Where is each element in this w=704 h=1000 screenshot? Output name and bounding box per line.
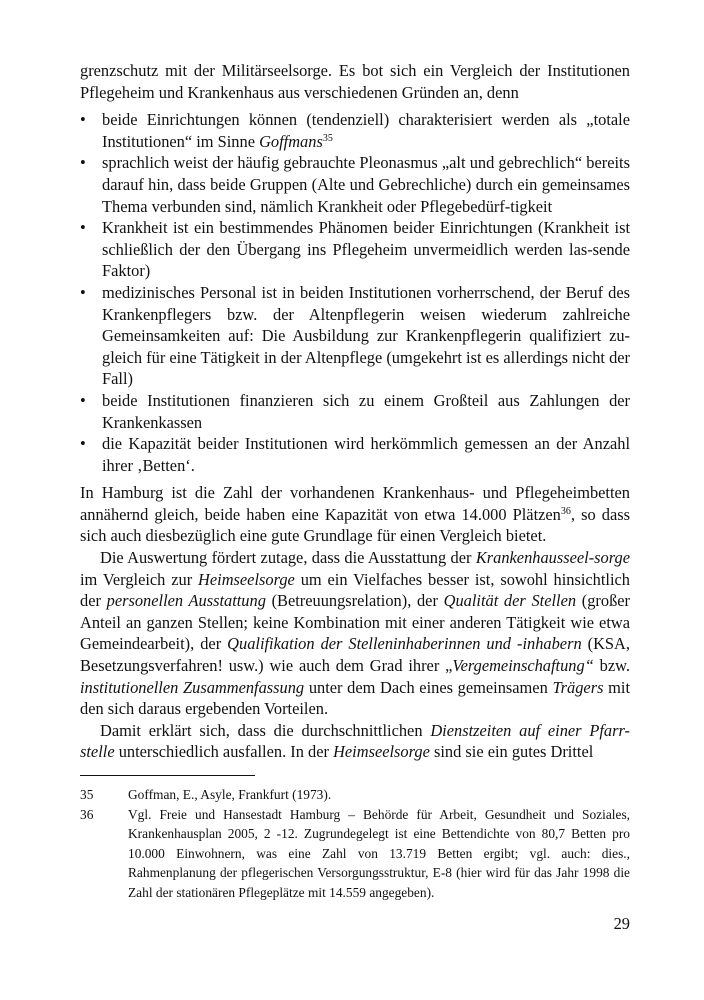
bullet-icon: •: [80, 282, 86, 302]
bullet-icon: •: [80, 390, 86, 410]
bullet-icon: •: [80, 110, 86, 130]
footnote-number: 36: [80, 806, 94, 822]
bullet-icon: •: [80, 218, 86, 238]
list-item: [80, 390, 630, 433]
list-item: [80, 282, 630, 390]
list-item-text: beide Institutionen finanzieren sich zu einem Großteil aus Zahlungen der Krankenkassen: [102, 390, 630, 432]
emphasis-goffmans: Goffmans: [259, 131, 323, 151]
evaluation-paragraph: Die Auswertung fördert zutage, dass die Ausstattung der Krankenhausseel-sorge im Vergleich zur Heimseelsorge um ein Vielfaches besser ist, sowohl hinsichtlich der personellen Ausstattung (Betreuungsrelation), der Qualität der Stellen (großer Anteil an ganzen Stellen; keine Kombination mit einer anderen Tätigkeit wie etwa Gemeindearbeit), der Qualifikation der Stelleninhaberinnen und -inhabern (KSA, Besetzungsverfahren! usw.) wie auch dem Grad ihrer „Vergemeinschaftung“ bzw. institutionellen Zusammenfassung unter dem Dach eines gemeinsamen Trägers mit den sich daraus ergebenden Vorteilen.: [80, 548, 631, 719]
intro-paragraph: grenzschutz mit der Militärseelsorge. Es bot sich ein Vergleich der Institutionen Pflegeheim und Krankenhaus aus verschiedenen Gründen an, denn: [80, 61, 630, 102]
footnote-ref-36: 36: [560, 505, 571, 517]
page-number: 29: [613, 914, 630, 933]
footnote-36: [80, 805, 630, 903]
service-times-paragraph: Damit erklärt sich, dass die durchschnittlichen Dienstzeiten auf einer Pfarr-stelle unterschiedlich ausfallen. In der Heimseelsorge sind sie ein gutes Drittel: [80, 720, 630, 762]
footnote-ref-35: 35: [322, 132, 333, 144]
footnotes: [80, 785, 630, 903]
footnote-text: Goffman, E., Asyle, Frankfurt (1973).: [128, 787, 332, 802]
list-item-text: medizinisches Personal ist in beiden Institutionen vorherrschend, der Beruf des Krankenpflegers bzw. der Altenpflegerin weisen wiederum zahlreiche Gemeinsamkeiten auf: Die Ausbildung zur Krankenpflegerin qualifiziert zu-gleich für eine Tätigkeit in der Altenpflege (umgekehrt ist es allerdings nicht der Fall): [102, 282, 630, 389]
list-item: [80, 433, 630, 476]
list-item: [80, 152, 630, 217]
hamburg-paragraph: In Hamburg ist die Zahl der vorhandenen Krankenhaus- und Pflegeheimbetten annähernd gleich, beide haben eine Kapazität von etwa 14.000 Plätzen$^{36}$, so dass sich auch diesbezüglich eine gute Grundlage für einen Vergleich bietet.: [80, 483, 630, 546]
footnote-number: 35: [80, 787, 94, 802]
bullet-icon: •: [80, 434, 86, 454]
list-item: [80, 217, 630, 282]
list-item: [80, 109, 630, 152]
list-item-text: beide Einrichtungen können (tendenziell) charakterisiert werden als „totale Institutionen“ im Sinne: [102, 110, 630, 151]
list-item-text: die Kapazität beider Institutionen wird herkömmlich gemessen an der Anzahl ihrer ‚Betten‘.: [102, 434, 630, 475]
reasons-list: [80, 109, 630, 476]
list-item-text: sprachlich weist der häufig gebrauchte Pleonasmus „alt und gebrechlich“ bereits darauf hin, dass beide Gruppen (Alte und Gebrechliche) durch ein gemeinsames Thema verbunden sind, nämlich Krankheit oder Pflegebedürf-tigkeit: [102, 153, 630, 216]
main-text: [80, 60, 630, 763]
bullet-icon: •: [80, 153, 86, 173]
footnote-divider: [80, 775, 255, 776]
footnote-35: [80, 785, 630, 805]
footnote-text: Vgl. Freie und Hansestadt Hamburg – Behörde für Arbeit, Gesundheit und Soziales, Krankenhausplan 2005, 2 -12. Zugrundegelegt ist eine Bettendichte von 80,7 Betten pro 10.000 Einwohnern, was eine Zahl von 13.719 Betten ergibt; vgl. auch: dies., Rahmenplanung der pflegerischen Versorgungsstruktur, E-8 (hier wird für das Jahr 1998 die Zahl der stationären Pflegeplätze mit 14.559 angegeben).: [128, 806, 630, 900]
list-item-text: Krankheit ist ein bestimmendes Phänomen beider Einrichtungen (Krankheit ist schließlich der den Übergang ins Pflegeheim unvermeidlich werden las-sende Faktor): [102, 218, 630, 281]
